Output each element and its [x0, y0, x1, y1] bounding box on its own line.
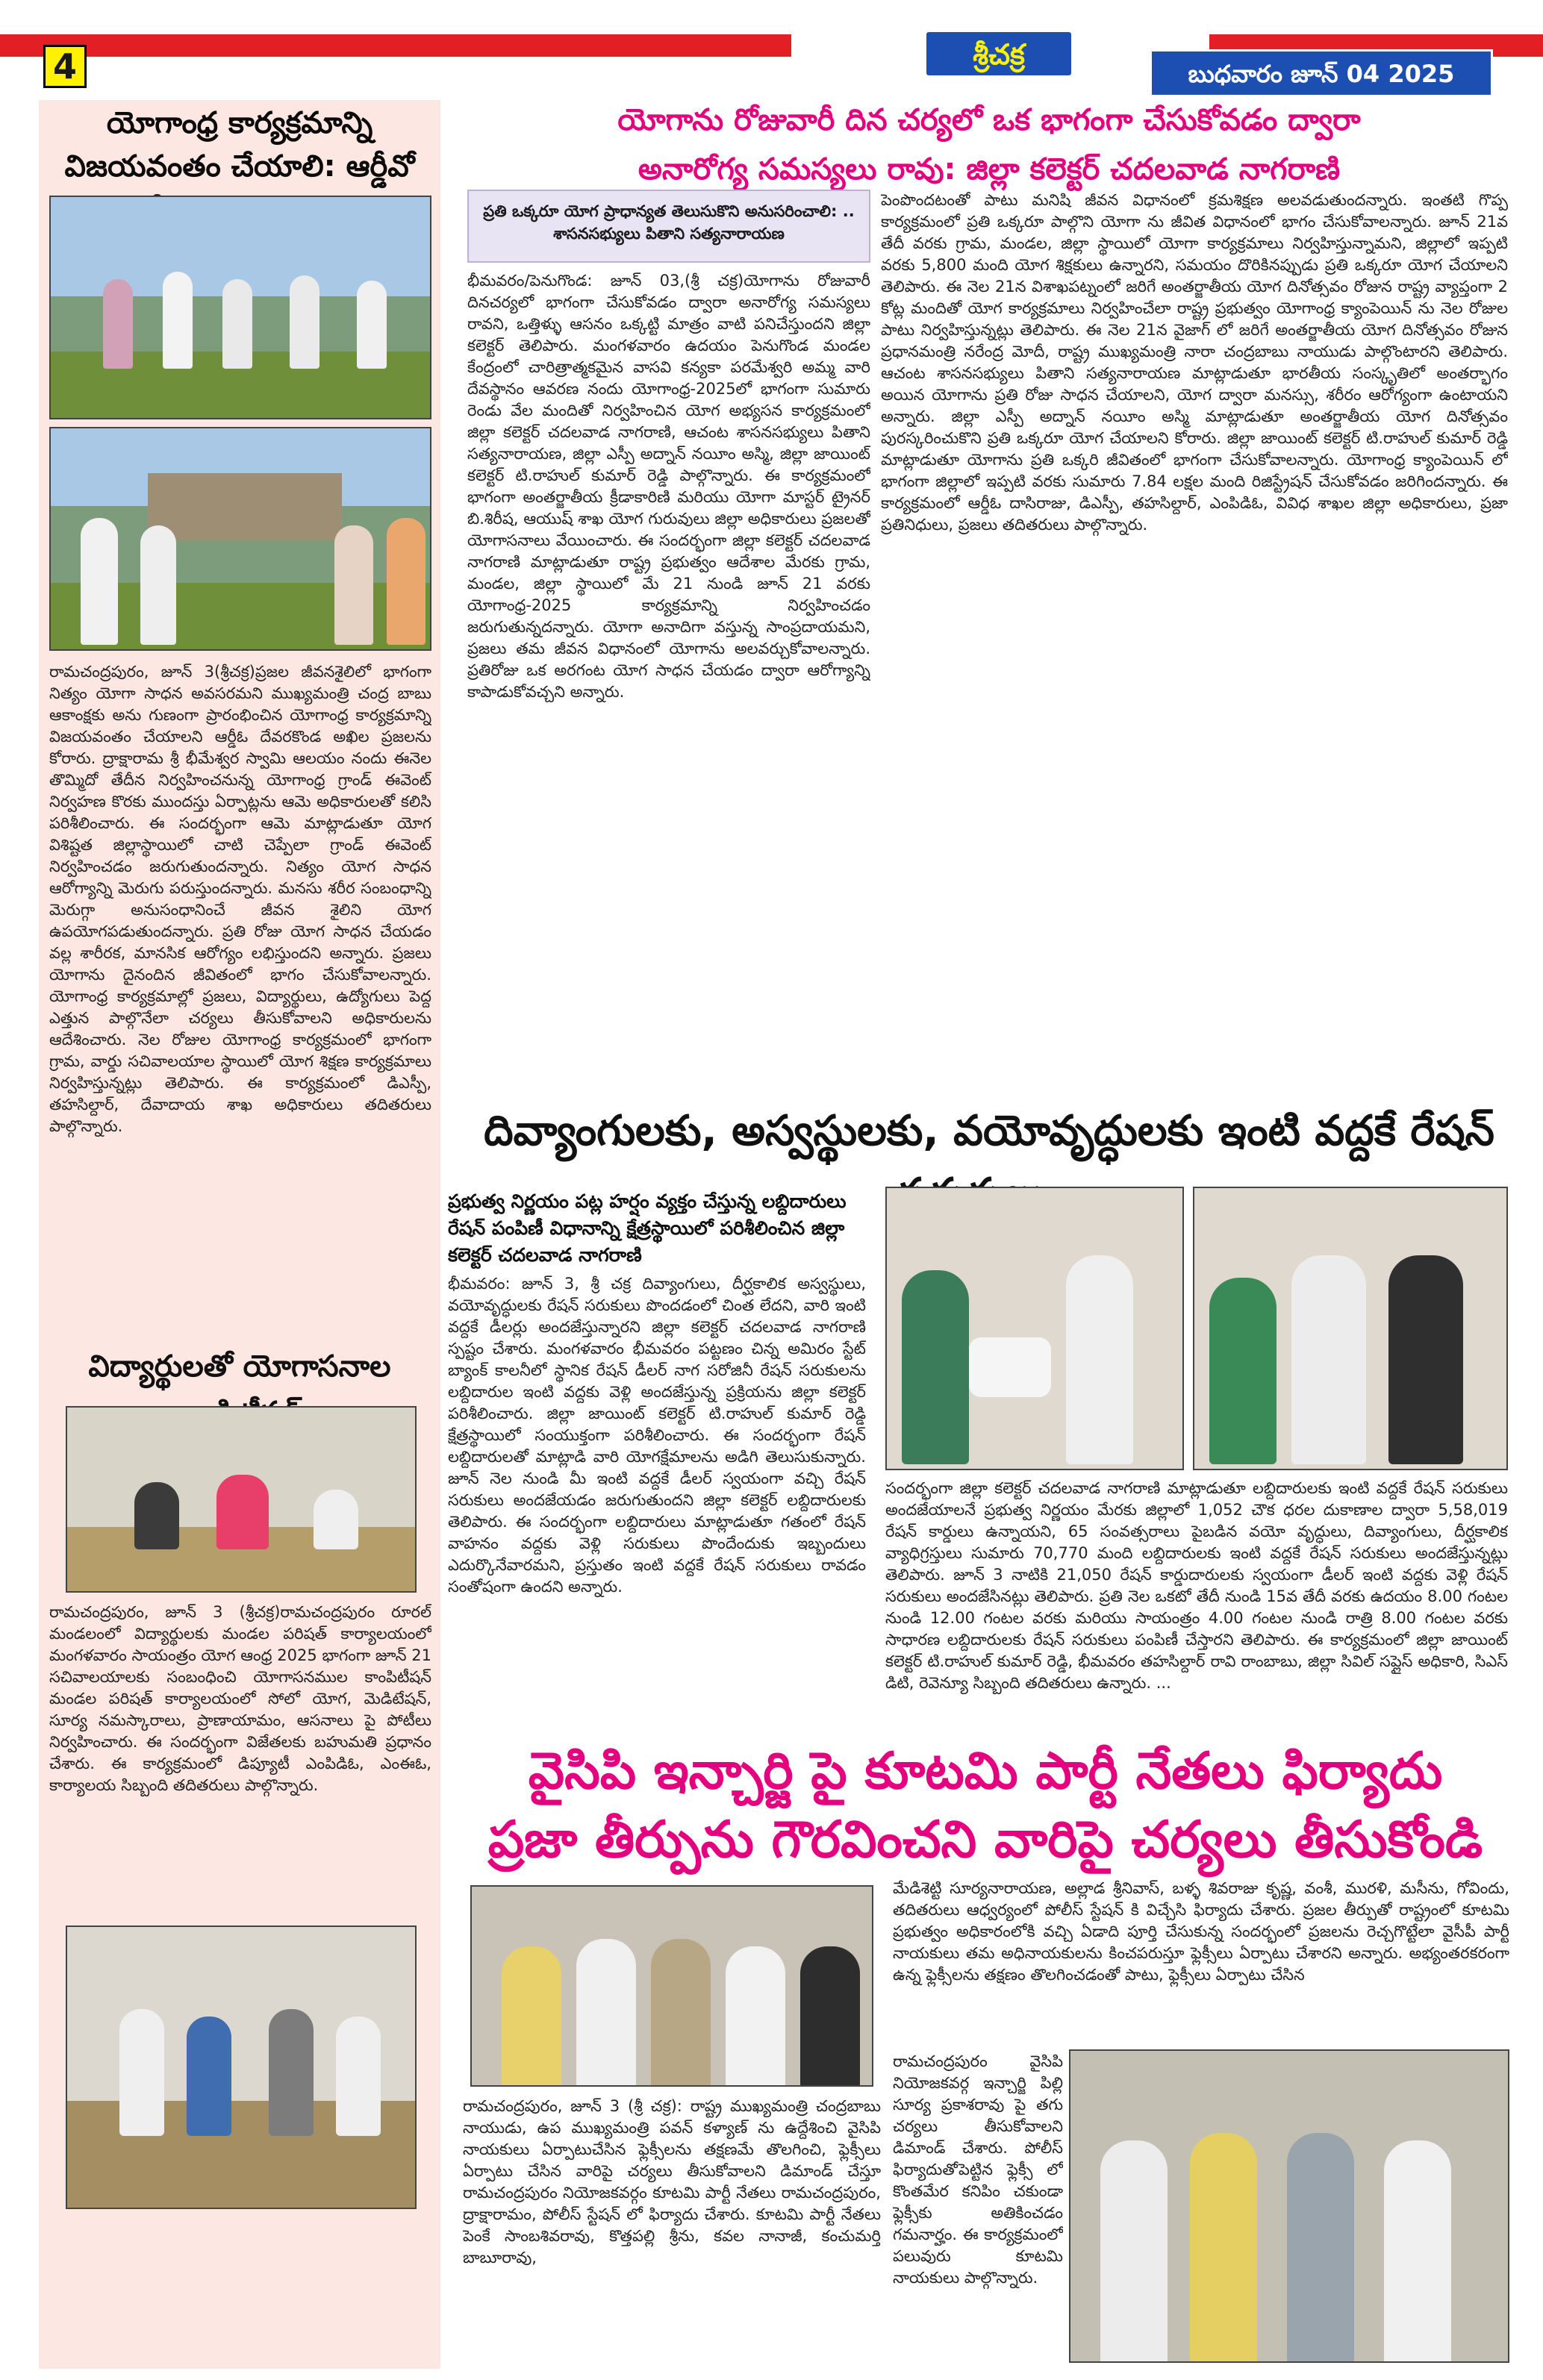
complaint-article-body-col2: మేడిశెట్టి సూర్యనారాయణ, అల్లాడ శ్రీనివాస్, బళ్ళ శివరాజు కృష్ణ, వంశీ, మురళి, మసీను, గోవిందు, తదితరులు ఆధ్వర్యంలో పోలీస్ స్టేషన్ కి విచ్చేసి ఫిర్యాదు చేశారు. ప్రజల తీర్పుతో రాష్ట్రంలో కూటమి ప్రభుత్వం అధికారంలోకి వచ్చి ఏడాది పూర్తి చేసుకున్న సందర్భంలో ప్రజలను రెచ్చగొట్టేలా వైసీపీ పార్టీ నాయకులు తమ అధినాయకులను కించపరుస్తూ ఫ్లెక్సీలు ఏర్పాటు చేశారని అన్నారు. అభ్యంతరకరంగా ఉన్న ఫ్లెక్సీలను తక్షణం తొలగించడంతో పాటు, ఫ్లెక్సీలు ఏర్పాటు చేసిన — [893, 1879, 1509, 1984]
ration-photo-2 — [1193, 1187, 1508, 1470]
left-photo-yoga-inspection-2 — [49, 427, 431, 651]
complaint-article-body-col1: రామచంద్రపురం, జూన్ 3 (శ్రీ చక్ర): రాష్ట్ర ముఖ్యమంత్రి చంద్రబాబు నాయుడు, ఉప ముఖ్యమంత్రి పవన్ కళ్యాణ్ ను ఉద్దేశించి వైసిపి నాయకులు ఏర్పాటుచేసిన ఫ్లెక్సీలను తక్షణమే తొలగించి, ఫ్లెక్సీలు ఏర్పాటు చేసిన వారిపై చర్యలు తీసుకోవాలని డిమాండ్ చేస్తూ రామచంద్రపురం నియోజకవర్గం కూటమి పార్టీ నేతలు రామచంద్రపురం, ద్రాక్షారామం, పోలీస్ స్టేషన్ లో ఫిర్యాదు చేశారు. కూటమి పార్టీ నేతలు పెంకే సాంబశివరావు, కొత్తపల్లి శ్రీను, కవల నానాజీ, కంచుమర్తి బాబూరావు, — [463, 2097, 881, 2267]
ration-article-headline: దివ్యాంగులకు, అస్వస్థులకు, వయోవృద్ధులకు ఇంటి వద్దకే రేషన్ — [484, 1107, 1494, 1155]
page-number: 4 — [43, 45, 87, 88]
masthead-red-bar-left — [0, 34, 791, 57]
left-sub-article-body: రామచంద్రపురం, జూన్ 3 (శ్రీచక్ర)రామచంద్రపురం రూరల్ మండలంలో విద్యార్థులకు మండల పరిషత్ కార్యాలయంలో మంగళవారం సాయంత్రం యోగ ఆంధ్ర 2025 భాగంగా జూన్ 21 సచివాలయాలకు సంబంధించి యోగాసనముల కాంపిటీషన్ మండల పరిషత్ కార్యాలయంలో సోలో యోగ, మెడిటేషన్, సూర్య నమస్కారాలు, ప్రాణాయామం, ఆసనాలు పై పోటీలు నిర్వహించారు. ఈ సందర్భంగా విజేతలకు బహుమతి ప్రధానం చేశారు. ఈ కార్యక్రమంలో డిప్యూటీ ఎంపిడిఓ, ఎంఈఓ, కార్యాలయ సిబ్బంది తదితరులు పాల్గొన్నారు. — [49, 1603, 431, 1794]
main-article-quote: ప్రతి ఒక్కరూ యోగ ప్రాధాన్యత తెలుసుకొని అనుసరించాలి: .. శాసనసభ్యులు పితాని సత్యనారాయణ — [467, 190, 870, 263]
main-headline-line1: యోగాను రోజువారీ దిన చర్యలో ఒక భాగంగా చేసుకోవడం ద్వారా — [617, 103, 1361, 137]
main-headline-line2: అనారోగ్య సమస్యలు రావు: జిల్లా కలెక్టర్ చదలవాడ నాగరాణి — [638, 152, 1341, 187]
complaint-photo-1 — [470, 1885, 873, 2087]
ration-article-body-col1: భీమవరం: జూన్ 3, శ్రీ చక్ర దివ్యాంగులు, దీర్ఘకాలిక అస్వస్థులు, వయోవృద్ధులకు రేషన్ సరుకులు పొందడంలో చింత లేదని, వారి ఇంటి వద్దకే డీలర్లు అందజేస్తున్నారని జిల్లా కలెక్టర్ చదలవాడ నాగరాణి స్పష్టం చేశారు. మంగళవారం భీమవరం పట్టణం చిన్న అమిరం స్టేట్ బ్యాంక్ కాలనీలో స్థానిక రేషన్ డీలర్ నాగ సరోజినీ రేషన్ సరుకులను లబ్దిదారుల ఇంటి వద్దకు వెళ్లి అందజేస్తున్న ప్రక్రియను జిల్లా కలెక్టర్ పరిశీలించారు. జిల్లా జాయింట్ కలెక్టర్ టి.రాహుల్ కుమార్ రెడ్డి క్షేత్రస్థాయిలో సంయుక్తంగా పరిశీలించారు. ఈ సందర్భంగా రేషన్ లబ్దిదారులతో మాట్లాడి వారి యోగక్షేమాలను అడిగి తెలుసుకున్నారు. జూన్ నెల నుండి మీ ఇంటి వద్దకే డీలర్ స్వయంగా వచ్చి రేషన్ సరుకులు అందజేయడం జరుగుతుందని జిల్లా కలెక్టర్ లబ్దిదారులకు తెలిపారు. ఈ సందర్భంగా లబ్దిదారులు మాట్లాడుతూ గతంలో రేషన్ వాహనం వద్దకు వెళ్లి సరుకులు పొందేందుకు ఇబ్బందులు ఎదుర్కొనేవారమని, ప్రస్తుతం ఇంటి వద్దకే రేషన్ సరుకులు రావడం సంతోషంగా ఉందని అన్నారు. — [448, 1275, 866, 1596]
issue-date: బుధవారం జూన్ 04 2025 — [1150, 49, 1493, 97]
left-article-body: రామచంద్రపురం, జూన్ 3(శ్రీచక్ర)ప్రజల జీవనశైలిలో భాగంగా నిత్యం యోగా సాధన అవసరమని ముఖ్యమంత్రి చంద్ర బాబు ఆకాంక్షకు అను గుణంగా ప్రారంభించిన యోగాంధ్ర కార్యక్రమాన్ని విజయవంతం చేయాలని ఆర్డీఓ దేవరకొండ అఖిల ప్రజలను కోరారు. ద్రాక్షారామ శ్రీ భీమేశ్వర స్వామి ఆలయం నందు ఈనెల తొమ్మిదో తేదీన నిర్వహించనున్న యోగాంధ్ర గ్రాండ్ ఈవెంట్ నిర్వహణ కొరకు ముందస్తు ఏర్పాట్లను ఆమె అధికారులతో కలిసి పరిశీలించారు. ఈ సందర్భంగా ఆమె మాట్లాడుతూ యోగ విశిష్టత జిల్లాస్థాయిలో చాటి చెప్పేలా గ్రాండ్ ఈవెంట్ నిర్వహించడం జరుగుతుందన్నారు. నిత్యం యోగ సాధన ఆరోగ్యాన్ని మెరుగు పరుస్తుందన్నారు. మనసు శరీర సంబంధాన్ని మెరుగ్గా అనుసంధానించే జీవన శైలిని యోగ ఉపయోగపడుతుందన్నారు. ప్రతి రోజు యోగ సాధన చేయడం వల్ల శారీరక, మానసిక ఆరోగ్యం లభిస్తుందని అన్నారు. ప్రజలు యోగాను దైనందిన జీవితంలో భాగం చేసుకోవాలన్నారు. యోగాంధ్ర కార్యక్రమాల్లో ప్రజలు, విద్యార్థులు, ఉద్యోగులు పెద్ద ఎత్తున పాల్గొనేలా చర్యలు తీసుకోవాలని అధికారులను ఆదేశించారు. నెల రోజుల యోగాంధ్ర కార్యక్రమంలో భాగంగా గ్రామ, వార్డు సచివాలయాల స్థాయిలో యోగ శిక్షణ కార్యక్రమాలు నిర్వహిస్తున్నట్లు తెలిపారు. ఈ కార్యక్రమంలో డిఎస్పీ, తహసిల్దార్, దేవాదాయ శాఖ అధికారులు తదితరులు పాల్గొన్నారు. — [49, 663, 431, 1135]
ration-photo-1 — [885, 1187, 1184, 1470]
complaint-article-headline — [448, 1737, 1523, 1875]
complaint-headline-line1: వైసిపి ఇన్చార్జి పై కూటమి పార్టీ నేతలు ఫిర్యాదు — [528, 1742, 1443, 1801]
main-article-headline — [470, 96, 1508, 194]
left-sub-article-headline: విద్యార్థులతో యోగాసనాల — [88, 1349, 391, 1384]
left-photo-yoga-inspection-1 — [49, 196, 431, 419]
left-photo-yoga-competition-1 — [66, 1406, 417, 1593]
ration-article-body-col2: సందర్భంగా జిల్లా కలెక్టర్ చదలవాడ నాగరాణి మాట్లాడుతూ లబ్దిదారులకు ఇంటి వద్దకే రేషన్ సరుకులు అందజేయాలనే ప్రభుత్వ నిర్ణయం మేరకు జిల్లాలో 1,052 చౌక ధరల దుకాణాల ద్వారా 5,58,019 రేషన్ కార్డులు ఉన్నాయని, 65 సంవత్సరాలు పైబడిన వయో వృద్ధులు, దివ్యాంగులు, దీర్ఘకాలిక వ్యాధిగ్రస్తులు సుమారు 70,770 మంది లబ్దిదారులకు ఇంటి వద్దకే రేషన్ సరుకులు అందజేస్తున్నట్లు తెలిపారు. జూన్ 3 నాటికి 21,050 రేషన్ కార్డుదారులకు స్వయంగా డీలర్ ఇంటి వద్దకు వెళ్లి రేషన్ సరుకులు అందజేసినట్లు తెలిపారు. ప్రతి నెల ఒకటో తేదీ నుండి 15వ తేదీ వరకు ఉదయం 8.00 గంటల నుండి 12.00 గంటల వరకు మరియు సాయంత్రం 4.00 గంటల నుండి రాత్రి 8.00 గంటల వరకు సాధారణ లబ్దిదారులకు రేషన్ సరుకులు పంపిణీ చేస్తారని తెలిపారు. ఈ కార్యక్రమంలో జిల్లా జాయింట్ కలెక్టర్ టి.రాహుల్ కుమార్ రెడ్డి, భీమవరం తహసిల్దార్ రావి రాంబాబు, జిల్లా సివిల్ సప్లైస్ అధికారి, సిఎస్ డిటి, రెవెన్యూ సిబ్బంది తదితరులు ఉన్నారు. ... — [885, 1479, 1508, 1692]
complaint-article-body-col3: రామచంద్రపురం వైసిపి నియోజకవర్గ ఇన్చార్జి పిల్లి సూర్య ప్రకాశరావు పై తగు చర్యలు తీసుకోవాలని డిమాండ్ చేశారు. పోలీస్ ఫిర్యాదుతోపెట్టిన ఫ్లెక్సీ లో కొంతమేర కనిపిం చకుండా ఫ్లెక్సీకు అతికించడం గమనార్హం. ఈ కార్యక్రమంలో పలువురు కూటమి నాయకులు పాల్గొన్నారు. — [893, 2052, 1063, 2287]
left-article-headline: యోగాంధ్ర కార్యక్రమాన్ని విజయవంతం చేయాలి: ఆర్డీవో — [64, 106, 415, 184]
main-article-body-col1: భీమవరం/పెనుగొండ: జూన్ 03,(శ్రీ చక్ర)యోగాను రోజువారీ దినచర్యలో భాగంగా చేసుకోవడం ద్వారా అనారోగ్య సమస్యలు రావని, ఒత్తిళ్ళు ఆసనం ఒక్కట్టి మాత్రం వాటి పనిచేస్తుందని జిల్లా కలెక్టర్ తెలిపారు. మంగళవారం ఉదయం పెనుగొండ మండల కేంద్రంలో చారిత్రాత్మకమైన వాసవి కన్యకా పరమేశ్వరి అమ్మ వారి దేవస్థానం ఆవరణ నందు యోగాంధ్ర-2025లో భాగంగా సుమారు రెండు వేల మందితో నిర్వహించిన యోగ అభ్యసన కార్యక్రమంలో జిల్లా కలెక్టర్ చదలవాడ నాగరాణి, ఆచంట శాసనసభ్యులు పితాని సత్యనారాయణ, జిల్లా ఎస్పీ అద్నాన్ నయీం అస్మి, జిల్లా జాయింట్ కలెక్టర్ టి.రాహుల్ కుమార్ రెడ్డి పాల్గొన్నారు. ఈ కార్యక్రమంలో భాగంగా అంతర్జాతీయ క్రీడాకారిణి మరియు యోగా మాస్టర్ ట్రైనర్ బి.శిరీష, ఆయుష్ శాఖ యోగ గురువులు జిల్లా అధికారులు ప్రజలతో యోగాసనాలు వేయించారు. ఈ సందర్భంగా జిల్లా కలెక్టర్ చదలవాడ నాగరాణి మాట్లాడుతూ రాష్ట్ర ప్రభుత్వం ఆదేశాల మేరకు గ్రామ, మండల, జిల్లా స్థాయిలో మే 21 నుండి జూన్ 21 వరకు యోగాంధ్ర-2025 కార్యక్రమాన్ని నిర్వహించడం జరుగుతున్నదన్నారు. యోగా అనాదిగా వస్తున్న సాంప్రదాయమని, ప్రజలు తమ జీవన విధానంలో యోగాను అలవర్చుకోవాలన్నారు. ప్రతిరోజు ఒక అరగంట యోగ సాధన చేయడం ద్వారా ఆరోగ్యాన్ని కాపాడుకోవచ్చని అన్నారు. — [467, 272, 870, 701]
complaint-photo-2 — [1069, 2049, 1509, 2363]
main-article-body-col2: పెంపొందటంతో పాటు మనిషి జీవన విధానంలో క్రమశిక్షణ అలవడుతుందన్నారు. ఇంతటి గొప్ప కార్యక్రమంలో ప్రతి ఒక్కరూ పాల్గొని యోగా ను జీవిత విధానంలో భాగం చేసుకోవాలన్నారు. జూన్ 21వ తేదీ వరకు గ్రామ, మండల, జిల్లా స్థాయిలో యోగా కార్యక్రమాలు నిర్వహిస్తున్నామని, జిల్లాలో ఇప్పటి వరకు 5,800 మంది యోగ శిక్షకులు ఉన్నారని, సమయం దొరికినప్పుడు ప్రతి ఒక్కరూ యోగ చేయాలని తెలిపారు. ఈ నెల 21న విశాఖపట్నంలో జరిగే అంతర్జాతీయ యోగ దినోత్సవం రోజున రాష్ట్ర వ్యాప్తంగా 2 కోట్ల మందితో యోగ కార్యక్రమాలు నిర్వహించేలా రాష్ట్ర ప్రభుత్వం యోగాంధ్ర క్యాంపెయిన్ ను నెల రోజుల పాటు నిర్వహిస్తున్నట్లు తెలిపారు. ఈ నెల 21న వైజాగ్ లో జరిగే అంతర్జాతీయ యోగ దినోత్సవం రోజున ప్రధానమంత్రి నరేంద్ర మోదీ, రాష్ట్ర ముఖ్యమంత్రి నారా చంద్రబాబు నాయుడు పాల్గొంటారని తెలిపారు. ఆచంట శాసనసభ్యులు పితాని సత్యనారాయణ మాట్లాడుతూ భారతీయ సంస్కృతిలో అంతర్భాగం అయిన యోగాను ప్రతి రోజు సాధన చేయాలని, యోగ ద్వారా మనస్సు, శరీరం ఆరోగ్యంగా ఉంటాయని అన్నారు. జిల్లా ఎస్పీ అద్నాన్ నయీం అస్మి మాట్లాడుతూ అంతర్జాతీయ యోగ దినోత్సవం పురస్కరించుకొని ప్రతి ఒక్కరూ యోగ చేయాలని కోరారు. జిల్లా జాయింట్ కలెక్టర్ టి.రాహుల్ కుమార్ రెడ్డి మాట్లాడుతూ యోగాను ప్రతి ఒక్కరి జీవితంలో భాగంగా చేసుకోవాలన్నారు. యోగాంధ్ర క్యాంపెయిన్ లో భాగంగా జిల్లాలో ఇప్పటి వరకు సుమారు 7.84 లక్షల మంది రిజిస్ట్రేషన్ చేసుకోవడం జరిగిందన్నారు. ఈ కార్యక్రమంలో ఆర్డీఓ దాసిరాజు, డిఎస్పీ, తహసిల్దార్, ఎంపిడిఓ, వివిధ శాఖల జిల్లా అధికారులు, ప్రజా ప్రతినిధులు, ప్రజలు తదితరులు పాల్గొన్నారు. — [881, 191, 1508, 534]
complaint-headline-line2: ప్రజా తీర్పును గౌరవించని వారిపై చర్యలు తీసుకోండి — [487, 1811, 1483, 1870]
left-photo-yoga-competition-2 — [66, 1925, 417, 2209]
ration-article-subhead: ప్రభుత్వ నిర్ణయం పట్ల హర్షం వ్యక్తం చేస్తున్న లబ్దిదారులు రేషన్ పంపిణీ విధానాన్ని క్షేత్రస్థాయిలో పరిశీలించిన జిల్లా కలెక్టర్ చదలవాడ నాగరాణి — [448, 1190, 847, 1266]
newspaper-logo: శ్రీచక్ర — [924, 30, 1073, 78]
